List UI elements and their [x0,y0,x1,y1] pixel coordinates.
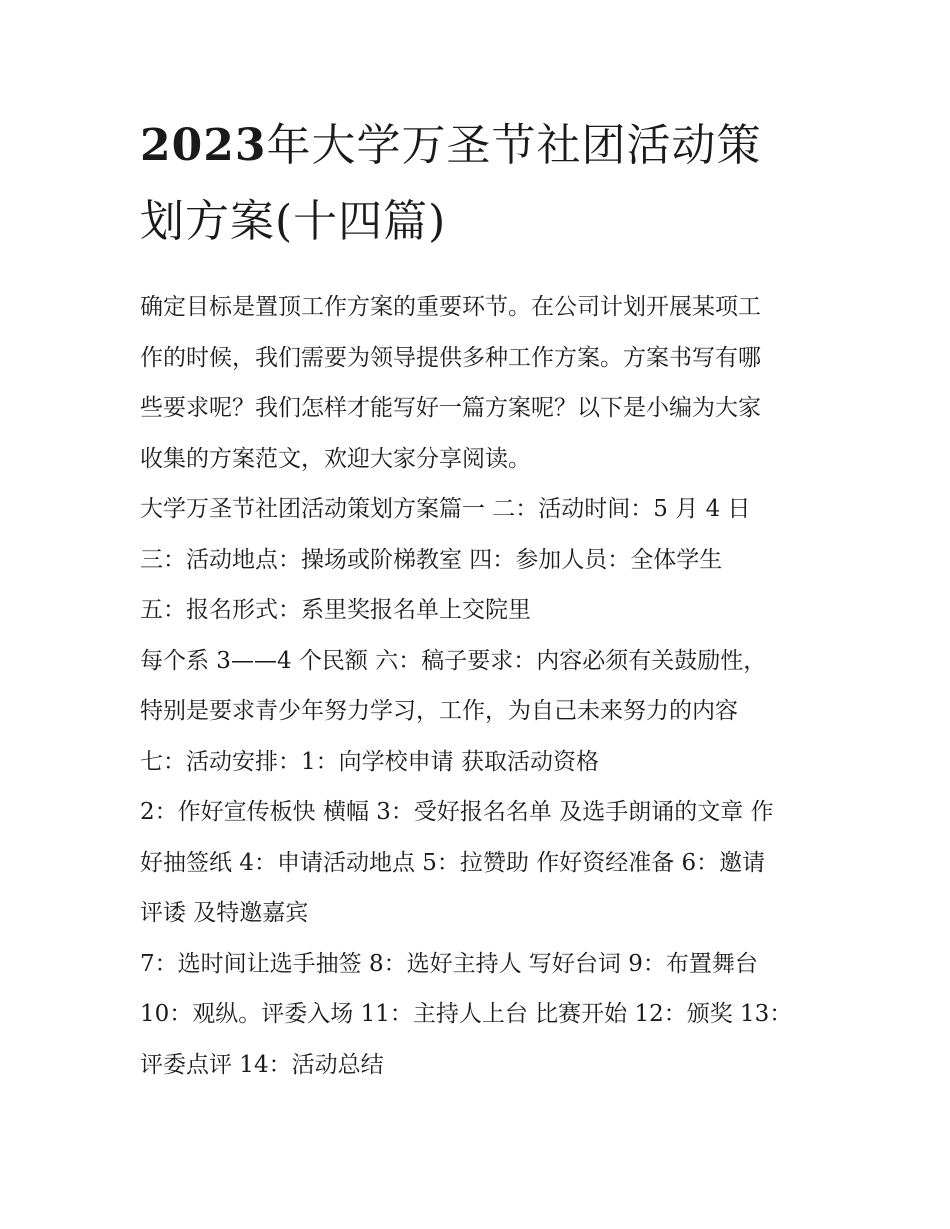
body-line: 好抽签纸 4：申请活动地点 5：拉赞助 作好资经准备 6：邀请 [140,849,766,876]
title-line-1-text: 年大学万圣节社团活动策 [266,120,762,171]
body-line: 三：活动地点：操场或阶梯教室 四：参加人员：全体学生 [140,546,723,573]
body-line: 评委点评 14：活动总结 [140,1051,384,1078]
document-body [140,282,820,1090]
body-line: 些要求呢？我们怎样才能写好一篇方案呢？以下是小编为大家 [140,395,761,421]
body-line: 收集的方案范文，欢迎大家分享阅读。 [140,445,531,472]
document-title [140,108,820,260]
title-year: 2023 [140,120,267,171]
body-line: 确定目标是置顶工作方案的重要环节。在公司计划开展某项工 [140,294,761,320]
body-line: 评诿 及特邀嘉宾 [140,900,309,926]
body-line: 作的时候，我们需要为领导提供多种工作方案。方案书写有哪 [140,344,761,371]
body-line: 每个系 3——4 个民额 六：稿子要求：内容必须有关鼓励性， [140,647,767,674]
document-page [140,108,820,1090]
body-line: 10：观纵。评委入场 11：主持人上台 比赛开始 12：颁奖 13： [140,1001,793,1027]
body-line: 特别是要求青少年努力学习，工作，为自己未来努力的内容 [140,698,738,724]
body-line: 2：作好宣传板快 横幅 3：受好报名名单 及选手朗诵的文章 作 [140,799,774,825]
body-line: 大学万圣节社团活动策划方案篇一 二：活动时间：5 月 4 日 [140,496,751,522]
body-line: 7：选时间让选手抽签 8：选好主持人 写好台词 9：布置舞台 [140,950,758,977]
body-line: 五：报名形式：系里奖报名单上交院里 [140,597,531,623]
title-line-2: 划方案(十四篇) [140,196,447,247]
body-line: 七：活动安排：1：向学校申请 获取活动资格 [140,748,599,775]
title-line-1 [140,108,820,184]
